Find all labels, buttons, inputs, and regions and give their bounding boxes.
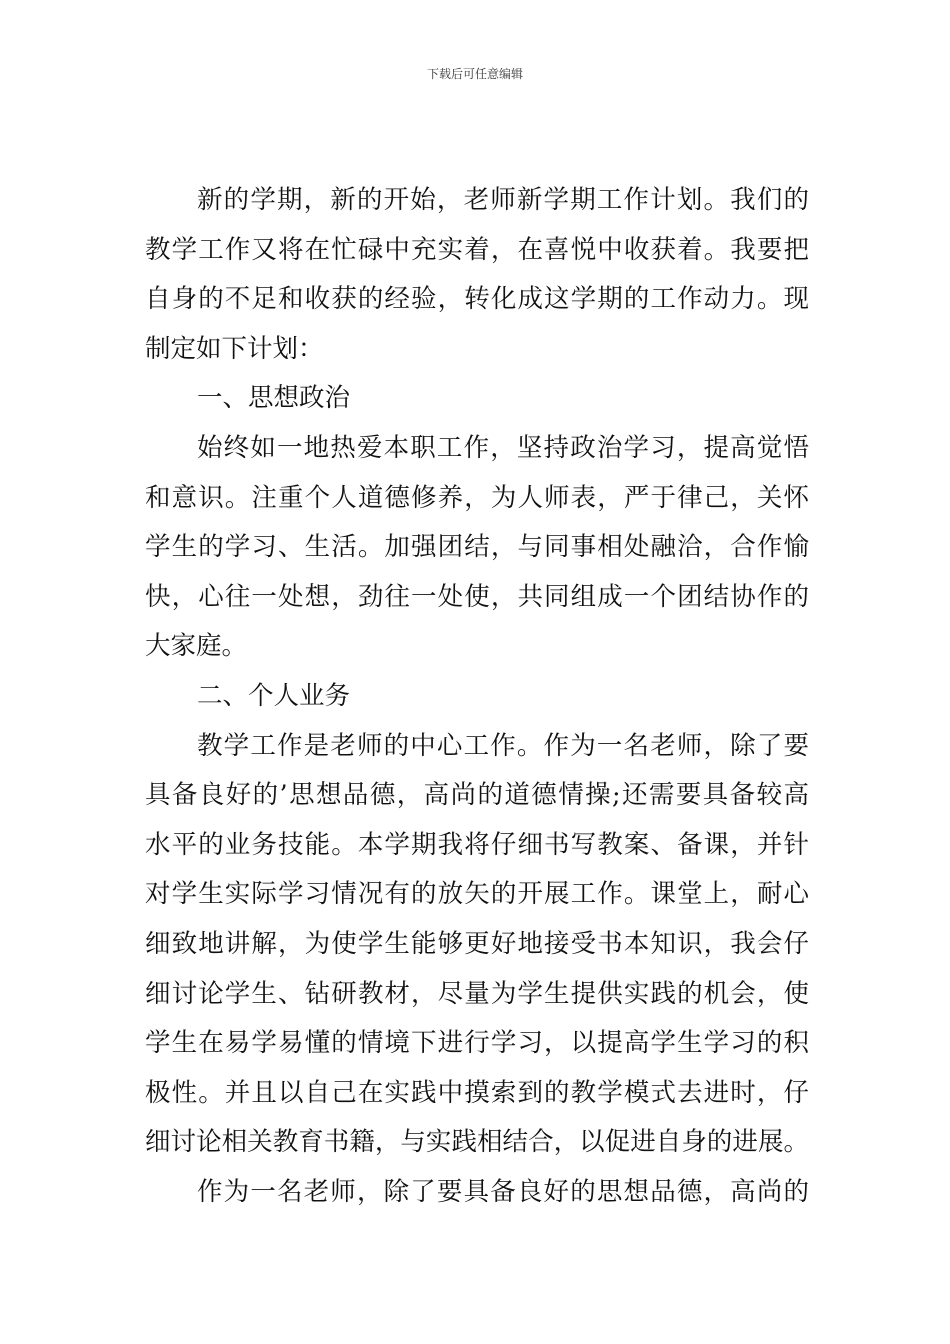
text-line: 学生在易学易懂的情境下进行学习，以提高学生学习的积	[145, 1028, 809, 1059]
text-line: 新的学期，新的开始，老师新学期工作计划。我们的	[197, 185, 809, 215]
text-line: 自身的不足和收获的经验，转化成这学期的工作动力。现	[145, 284, 809, 315]
text-line: 制定如下计划：	[145, 333, 324, 364]
text-line: 极性。并且以自己在实践中摸索到的教学模式去进时，仔	[145, 1077, 809, 1108]
text-line: 具备良好的’思想品德，高尚的道德情操;还需要具备较高	[145, 780, 809, 811]
text-line: 大家庭。	[145, 631, 248, 662]
text-line: 学生的学习、生活。加强团结，与同事相处融洽，合作愉	[145, 532, 809, 563]
text-line: 教学工作是老师的中心工作。作为一名老师，除了要	[197, 730, 809, 761]
text-line: 二、个人业务	[197, 680, 351, 711]
text-line: 细讨论学生、钻研教材，尽量为学生提供实践的机会，使	[145, 978, 809, 1009]
text-line: 水平的业务技能。本学期我将仔细书写教案、备课，并针	[145, 829, 809, 860]
document-body	[145, 176, 809, 1217]
text-line: 作为一名老师，除了要具备良好的思想品德，高尚的	[197, 1176, 809, 1207]
text-line: 对学生实际学习情况有的放矢的开展工作。课堂上，耐心	[145, 879, 809, 910]
text-line: 教学工作又将在忙碌中充实着，在喜悦中收获着。我要把	[145, 234, 809, 265]
page-header-note: 下载后可任意编辑	[426, 67, 523, 81]
text-line: 快，心往一处想，劲往一处使，共同组成一个团结协作的	[145, 581, 809, 612]
text-line: 一、思想政治	[197, 383, 351, 414]
text-line: 细讨论相关教育书籍，与实践相结合，以促进自身的进展。	[145, 1127, 809, 1158]
text-line: 细致地讲解，为使学生能够更好地接受书本知识，我会仔	[145, 928, 809, 959]
text-line: 和意识。注重个人道德修养，为人师表，严于律己，关怀	[145, 482, 809, 513]
text-line: 始终如一地热爱本职工作，坚持政治学习，提高觉悟	[197, 432, 809, 463]
